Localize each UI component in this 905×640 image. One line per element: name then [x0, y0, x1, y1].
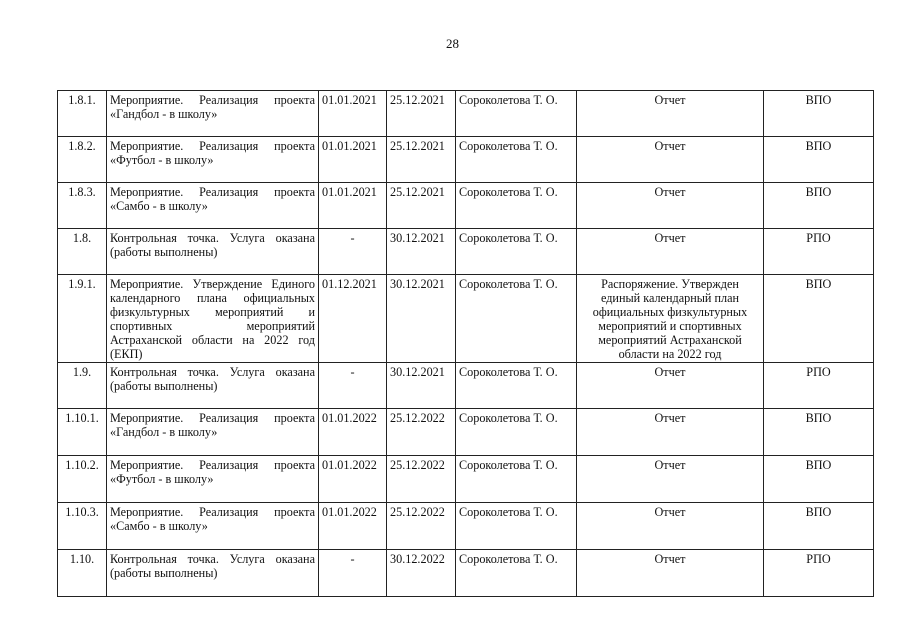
control-type: ВПО	[764, 183, 874, 229]
responsible-person: Сороколетова Т. О.	[456, 409, 577, 456]
control-type: ВПО	[764, 503, 874, 550]
control-type: ВПО	[764, 91, 874, 137]
activity-name: Мероприятие. Реализация проекта «Футбол - в школу»	[107, 137, 319, 183]
end-date: 25.12.2021	[387, 91, 456, 137]
start-date: 01.01.2022	[319, 456, 387, 503]
end-date: 30.12.2021	[387, 363, 456, 409]
end-date: 25.12.2022	[387, 456, 456, 503]
responsible-person: Сороколетова Т. О.	[456, 503, 577, 550]
start-date: -	[319, 363, 387, 409]
row-number: 1.8.1.	[58, 91, 107, 137]
table-row	[58, 183, 874, 229]
activity-name: Мероприятие. Утверждение Единого календарного плана официальных физкультурных мероприятий и спортивных мероприятий Астраханской области на 2022 год (ЕКП)	[107, 275, 319, 363]
responsible-person: Сороколетова Т. О.	[456, 229, 577, 275]
activity-name: Мероприятие. Реализация проекта «Футбол - в школу»	[107, 456, 319, 503]
table-row	[58, 275, 874, 363]
activity-name: Мероприятие. Реализация проекта «Гандбол - в школу»	[107, 91, 319, 137]
result-document: Отчет	[577, 503, 764, 550]
plan-table-body	[58, 91, 874, 597]
responsible-person: Сороколетова Т. О.	[456, 91, 577, 137]
plan-table	[57, 90, 874, 597]
activity-name: Мероприятие. Реализация проекта «Самбо - в школу»	[107, 503, 319, 550]
end-date: 25.12.2022	[387, 409, 456, 456]
row-number: 1.10.	[58, 550, 107, 597]
responsible-person: Сороколетова Т. О.	[456, 456, 577, 503]
row-number: 1.10.2.	[58, 456, 107, 503]
start-date: 01.12.2021	[319, 275, 387, 363]
control-type: РПО	[764, 363, 874, 409]
result-document: Отчет	[577, 91, 764, 137]
row-number: 1.8.2.	[58, 137, 107, 183]
start-date: 01.01.2021	[319, 137, 387, 183]
control-type: РПО	[764, 229, 874, 275]
end-date: 25.12.2022	[387, 503, 456, 550]
responsible-person: Сороколетова Т. О.	[456, 183, 577, 229]
control-type: ВПО	[764, 456, 874, 503]
responsible-person: Сороколетова Т. О.	[456, 275, 577, 363]
result-document: Отчет	[577, 183, 764, 229]
responsible-person: Сороколетова Т. О.	[456, 363, 577, 409]
start-date: -	[319, 229, 387, 275]
end-date: 30.12.2021	[387, 275, 456, 363]
end-date: 30.12.2022	[387, 550, 456, 597]
table-row	[58, 91, 874, 137]
table-row	[58, 503, 874, 550]
row-number: 1.8.	[58, 229, 107, 275]
result-document: Распоряжение. Утвержден единый календарный план официальных физкультурных мероприятий и спортивных мероприятий Астраханской области на 2022 год	[577, 275, 764, 363]
responsible-person: Сороколетова Т. О.	[456, 550, 577, 597]
control-type: ВПО	[764, 409, 874, 456]
start-date: 01.01.2021	[319, 183, 387, 229]
end-date: 25.12.2021	[387, 137, 456, 183]
responsible-person: Сороколетова Т. О.	[456, 137, 577, 183]
activity-name: Мероприятие. Реализация проекта «Самбо - в школу»	[107, 183, 319, 229]
row-number: 1.9.1.	[58, 275, 107, 363]
control-type: ВПО	[764, 137, 874, 183]
result-document: Отчет	[577, 363, 764, 409]
start-date: 01.01.2021	[319, 91, 387, 137]
start-date: 01.01.2022	[319, 409, 387, 456]
row-number: 1.9.	[58, 363, 107, 409]
result-document: Отчет	[577, 456, 764, 503]
row-number: 1.8.3.	[58, 183, 107, 229]
result-document: Отчет	[577, 229, 764, 275]
page-number: 28	[446, 36, 459, 51]
table-row	[58, 137, 874, 183]
row-number: 1.10.1.	[58, 409, 107, 456]
end-date: 25.12.2021	[387, 183, 456, 229]
table-row	[58, 363, 874, 409]
end-date: 30.12.2021	[387, 229, 456, 275]
activity-name: Контрольная точка. Услуга оказана (работы выполнены)	[107, 363, 319, 409]
activity-name: Контрольная точка. Услуга оказана (работы выполнены)	[107, 229, 319, 275]
result-document: Отчет	[577, 550, 764, 597]
table-row	[58, 229, 874, 275]
control-type: РПО	[764, 550, 874, 597]
activity-name: Мероприятие. Реализация проекта «Гандбол - в школу»	[107, 409, 319, 456]
result-document: Отчет	[577, 137, 764, 183]
table-row	[58, 456, 874, 503]
table-row	[58, 409, 874, 456]
table-row	[58, 550, 874, 597]
start-date: 01.01.2022	[319, 503, 387, 550]
start-date: -	[319, 550, 387, 597]
result-document: Отчет	[577, 409, 764, 456]
row-number: 1.10.3.	[58, 503, 107, 550]
control-type: ВПО	[764, 275, 874, 363]
activity-name: Контрольная точка. Услуга оказана (работы выполнены)	[107, 550, 319, 597]
